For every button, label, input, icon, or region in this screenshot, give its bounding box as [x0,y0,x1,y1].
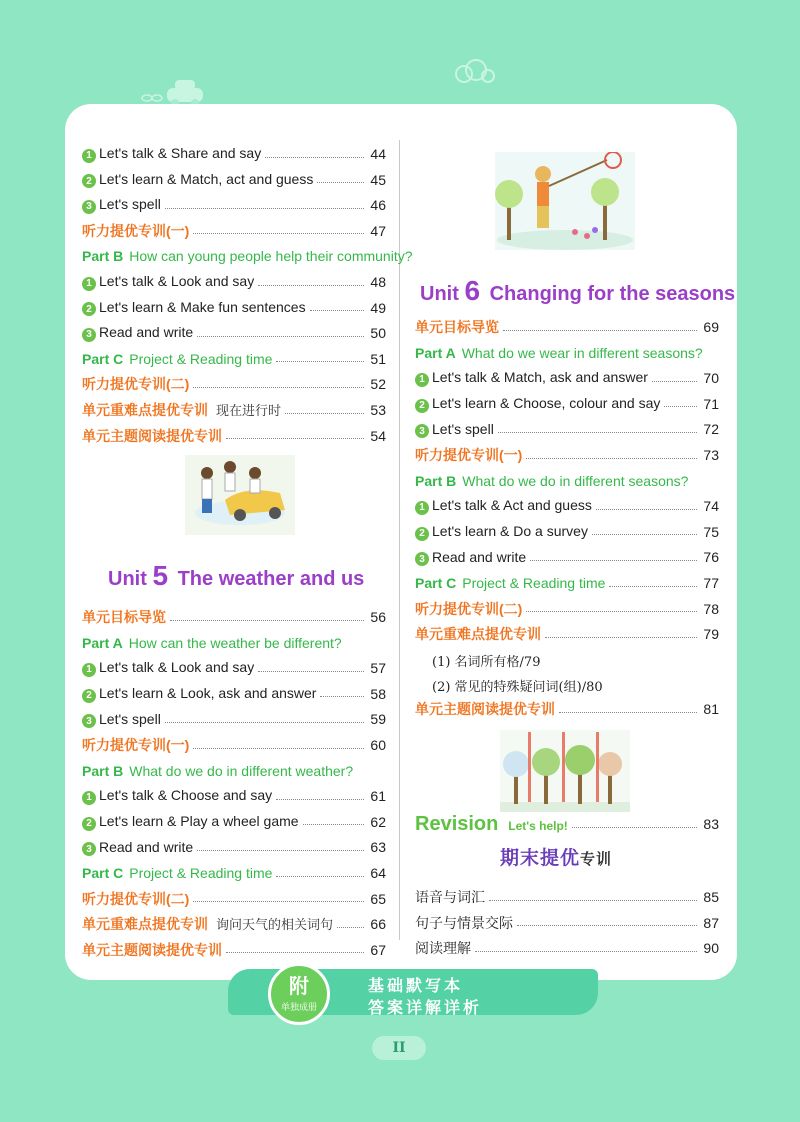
entry-text: Read and write [432,548,527,565]
toc-entry[interactable] [415,393,719,415]
toc-entry-label [82,273,254,291]
toc-entry-label [415,497,592,515]
toc-entry[interactable] [415,521,719,543]
page-number: 48 [370,274,386,290]
toc-entry[interactable] [82,708,386,730]
page-number: 90 [703,940,719,957]
toc-entry[interactable] [82,657,386,679]
part-label: Part A [415,344,456,361]
leader-dots [193,748,364,749]
entry-text: Let's talk & Match, ask and answer [432,369,648,386]
final-review-title: 期末提优专训 [500,848,613,869]
step-number-icon: 1 [82,791,96,805]
leader-dots [517,925,697,926]
toc-entry[interactable] [82,888,386,910]
part-label: Part B [415,472,457,489]
step-number-icon: 1 [82,663,96,677]
section-heading: 单元重难点提优专训 [82,916,208,933]
page-number: 44 [370,146,386,162]
part-title: Project & Reading time [462,575,606,591]
leader-dots [475,951,697,952]
leader-dots [170,620,364,621]
leader-dots [226,952,364,953]
step-number-icon: 1 [415,373,429,387]
page-number: 72 [703,421,719,438]
toc-entry-label [415,473,688,489]
toc-entry[interactable] [415,418,719,440]
toc-entry[interactable] [415,495,719,517]
toc-entry[interactable] [415,912,719,934]
toc-entry-label [82,711,161,729]
step-number-icon: 2 [82,817,96,831]
step-number-icon: 1 [415,501,429,515]
part-title: How can the weather be different? [128,634,342,651]
boy-catching-butterflies-illustration [495,152,635,250]
toc-entry[interactable] [82,169,386,191]
toc-entry-label [82,607,166,627]
page-number: 78 [703,600,719,617]
section-heading: 听力提优专训(一) [415,447,523,463]
page-number: 56 [370,609,386,625]
toc-entry[interactable] [82,606,386,628]
toc-entry[interactable] [82,632,386,654]
leader-dots [317,182,364,183]
part-label: Part C [82,865,124,881]
page-number: 76 [703,549,719,566]
leader-dots [226,438,364,439]
toc-entry[interactable] [82,913,386,935]
page-number: 52 [370,376,386,393]
page-number: 46 [370,197,386,214]
page-number: 83 [703,816,719,832]
toc-entry-label [415,317,499,337]
leader-dots [276,876,364,877]
toc-entry-label [82,351,272,367]
page-number: 85 [703,889,719,905]
page-number: 54 [370,427,386,444]
toc-entry-label [82,324,193,342]
toc-entry-label [82,221,189,241]
toc-entry-label [415,421,494,439]
step-number-icon: 3 [82,714,96,728]
section-heading: 听力提优专训(二) [82,376,190,393]
page-number: 75 [703,523,719,540]
leader-dots [285,413,364,414]
step-number-icon: 2 [415,527,429,541]
leader-dots [303,824,364,825]
toc-entry-label [415,913,513,933]
section-note: 现在进行时 [216,404,282,419]
part-title: What do we do in different seasons? [462,472,689,489]
section-heading: 单元目标导览 [82,609,166,625]
page-number: 61 [370,788,386,805]
part-title: Project & Reading time [129,350,273,367]
section-heading: 听力提优专训(二) [82,890,190,907]
step-number-icon: 2 [82,302,96,316]
page-number: 47 [370,222,386,239]
toc-entry[interactable] [415,470,719,492]
leader-dots [193,387,364,388]
leader-dots [572,827,697,828]
page-number-footer: II [372,1036,426,1060]
toc-entry[interactable] [415,886,719,908]
toc-entry[interactable] [82,785,386,807]
toc-entry-label [82,400,281,420]
leader-dots [258,285,364,286]
entry-text: Let's talk & Share and say [99,145,262,162]
page-number: 58 [370,685,386,702]
unit6-title: Unit 6 Changing for the seasons [420,275,736,306]
entry-text: Let's spell [99,710,161,727]
appendix-badge [268,963,330,1025]
toc-entry-label [82,196,161,214]
entry-text: Let's talk & Look and say [99,659,255,676]
cloud-decoration [450,58,498,86]
leader-dots [592,534,697,535]
page-number: 49 [370,299,386,316]
toc-entry[interactable] [415,367,719,389]
entry-text: Let's learn & Do a survey [432,523,588,540]
toc-entry-label [82,735,189,755]
entry-text: Let's learn & Make fun sentences [99,298,306,315]
page-number: 60 [370,737,386,753]
entry-text: Read and write [99,838,194,855]
banner-line-2: 答案详解详析 [368,1000,483,1017]
part-title: What do we wear in different seasons? [461,344,703,361]
toc-entry[interactable] [82,143,386,165]
toc-entry-label [82,787,272,805]
part-label: Part A [82,634,123,651]
page-number: 66 [370,916,386,933]
section-heading: 单元主题阅读提优专训 [415,701,555,717]
page-number: 70 [703,370,719,387]
section-heading: 听力提优专训(二) [415,600,523,617]
toc-entry-label [415,699,555,719]
page-number: 53 [370,402,386,418]
toc-entry[interactable] [415,598,719,620]
section-heading: 听力提优专训(一) [82,222,190,239]
leader-dots [193,901,364,902]
kids-washing-car-illustration [185,455,295,535]
toc-entry-label [415,445,522,465]
unit5-title: Unit 5 The weather and us [108,560,365,591]
toc-entry-label [82,685,316,703]
toc-entry-label [82,248,413,264]
page-number: 50 [370,325,386,342]
toc-entry[interactable] [82,348,386,370]
page-number: 51 [370,350,386,367]
toc-entry[interactable] [82,939,386,961]
toc-entry[interactable] [415,444,719,466]
leader-dots [197,850,364,851]
toc-entry-label [82,813,299,831]
page-number: 79 [703,626,719,643]
entry-text: Read and write [99,324,194,341]
page-number: 45 [370,171,386,188]
toc-entry-label [82,889,189,909]
revision-subtitle: Let's help! [508,818,568,833]
toc-entry-label [415,624,541,644]
leader-dots [320,696,364,697]
toc-entry[interactable] [82,734,386,756]
leader-dots [498,432,697,433]
toc-entry-label [82,659,254,677]
toc-entry-label [82,374,189,394]
leader-dots [503,330,697,331]
toc-entry-label [82,426,222,446]
toc-entry-label [415,599,522,619]
leader-dots [545,637,697,638]
section-heading: 单元主题阅读提优专训 [82,427,222,444]
section-heading: 单元重难点提优专训 [82,402,208,418]
toc-entry[interactable] [82,271,386,293]
step-number-icon: 3 [82,200,96,214]
page-number: 77 [703,575,719,591]
toc-entry[interactable] [415,623,719,645]
toc-entry[interactable] [82,245,413,267]
sub-item-2: (2) 常见的特殊疑问词(组)/80 [432,680,603,695]
page-number: 69 [703,319,719,335]
step-number-icon: 1 [82,277,96,291]
toc-entry[interactable] [415,572,719,594]
entry-text: Let's learn & Choose, colour and say [432,395,661,412]
leader-dots [609,586,697,587]
section-heading: 单元目标导览 [415,319,499,335]
toc-entry[interactable] [415,342,719,364]
leader-dots [652,381,697,382]
toc-entry[interactable] [415,546,719,568]
step-number-icon: 3 [82,842,96,856]
leader-dots [276,361,364,362]
entry-text: Let's learn & Look, ask and answer [99,685,317,702]
badge-sub-text: 单独成册 [280,1002,317,1012]
toc-entry-label [415,549,526,567]
entry-text: 阅读理解 [415,940,471,957]
toc-entry-label [82,299,306,317]
toc-entry-label [82,145,261,163]
sub-item-1: (1) 名词所有格/79 [432,655,541,670]
appendix-banner [228,963,598,1021]
badge-main-text: 附 [289,976,309,998]
part-label: Part C [415,575,457,591]
section-heading: 单元重难点提优专训 [415,626,541,643]
toc-entry[interactable] [82,322,386,344]
toc-entry-label [82,763,353,779]
leader-dots [596,509,697,510]
page-number: 59 [370,711,386,728]
step-number-icon: 1 [82,149,96,163]
part-label: Part C [82,350,124,367]
toc-entry[interactable] [82,683,386,705]
entry-text: Let's talk & Look and say [99,273,255,290]
banner-line-1: 基础默写本 [368,978,464,995]
leader-dots [197,336,364,337]
leader-dots [165,722,364,723]
toc-entry[interactable] [82,220,386,242]
four-seasons-trees-illustration [500,730,630,812]
leader-dots [526,458,697,459]
entry-text: Let's talk & Choose and say [99,787,273,804]
part-title: Project & Reading time [129,865,273,881]
part-title: What do we do in different weather? [129,762,354,779]
leader-dots [258,671,364,672]
toc-entry-label [82,940,222,960]
toc-entry[interactable] [82,194,386,216]
revision-row[interactable] [415,813,719,835]
step-number-icon: 2 [82,689,96,703]
leader-dots [337,927,364,928]
entry-text: Let's talk & Act and guess [432,497,592,514]
page-number: 67 [370,941,386,958]
page-number: 64 [370,865,386,881]
step-number-icon: 3 [415,552,429,566]
page-number: 74 [703,498,719,515]
toc-entry-label [415,345,703,361]
toc-entry[interactable] [82,760,386,782]
toc-entry[interactable] [82,425,386,447]
toc-entry[interactable] [82,836,386,858]
toc-entry-label [415,887,485,907]
step-number-icon: 2 [415,399,429,413]
page-number: 63 [370,839,386,856]
leader-dots [310,310,364,311]
toc-entry[interactable] [415,698,719,720]
step-number-icon: 2 [82,174,96,188]
toc-entry[interactable] [415,316,719,338]
toc-entry[interactable] [82,373,386,395]
toc-entry-label [415,938,471,958]
toc-entry-label [415,369,648,387]
toc-entry-label [415,395,660,413]
leader-dots [193,233,364,234]
entry-text: Let's spell [99,196,161,213]
entry-text: Let's learn & Match, act and guess [99,170,314,187]
page-number: 57 [370,660,386,677]
entry-text: 句子与情景交际 [415,914,513,931]
toc-entry[interactable] [415,937,719,959]
entry-text: Let's learn & Play a wheel game [99,813,299,830]
toc-entry-label [415,575,605,591]
page-number: 73 [703,447,719,463]
leader-dots [526,611,697,612]
toc-entry-label [82,171,313,189]
toc-entry[interactable] [82,297,386,319]
revision-word: Revision [415,812,499,835]
part-label: Part B [82,762,124,779]
part-title: How can young people help their community? [129,248,413,265]
toc-entry-label [415,523,588,541]
leader-dots [664,406,697,407]
leader-dots [165,208,364,209]
toc-entry-label [82,865,272,881]
toc-entry[interactable] [82,811,386,833]
page-number: 81 [703,701,719,717]
section-heading: 单元主题阅读提优专训 [82,941,222,958]
toc-entry-label [82,635,342,651]
part-label: Part B [82,248,124,265]
page-number: 62 [370,813,386,830]
page-number: 71 [703,395,719,412]
step-number-icon: 3 [415,424,429,438]
leader-dots [265,157,364,158]
toc-entry-label [82,839,193,857]
entry-text: 语音与词汇 [415,889,485,905]
leader-dots [530,560,697,561]
page-number: 87 [703,914,719,931]
section-heading: 听力提优专训(一) [82,737,190,753]
step-number-icon: 3 [82,328,96,342]
toc-entry[interactable] [82,862,386,884]
toc-entry-label [82,914,333,934]
page-number: 65 [370,890,386,907]
toc-entry[interactable] [82,399,386,421]
leader-dots [559,712,697,713]
entry-text: Let's spell [432,420,494,437]
section-note: 询问天气的相关词句 [216,918,334,934]
leader-dots [489,900,697,901]
leader-dots [276,799,364,800]
